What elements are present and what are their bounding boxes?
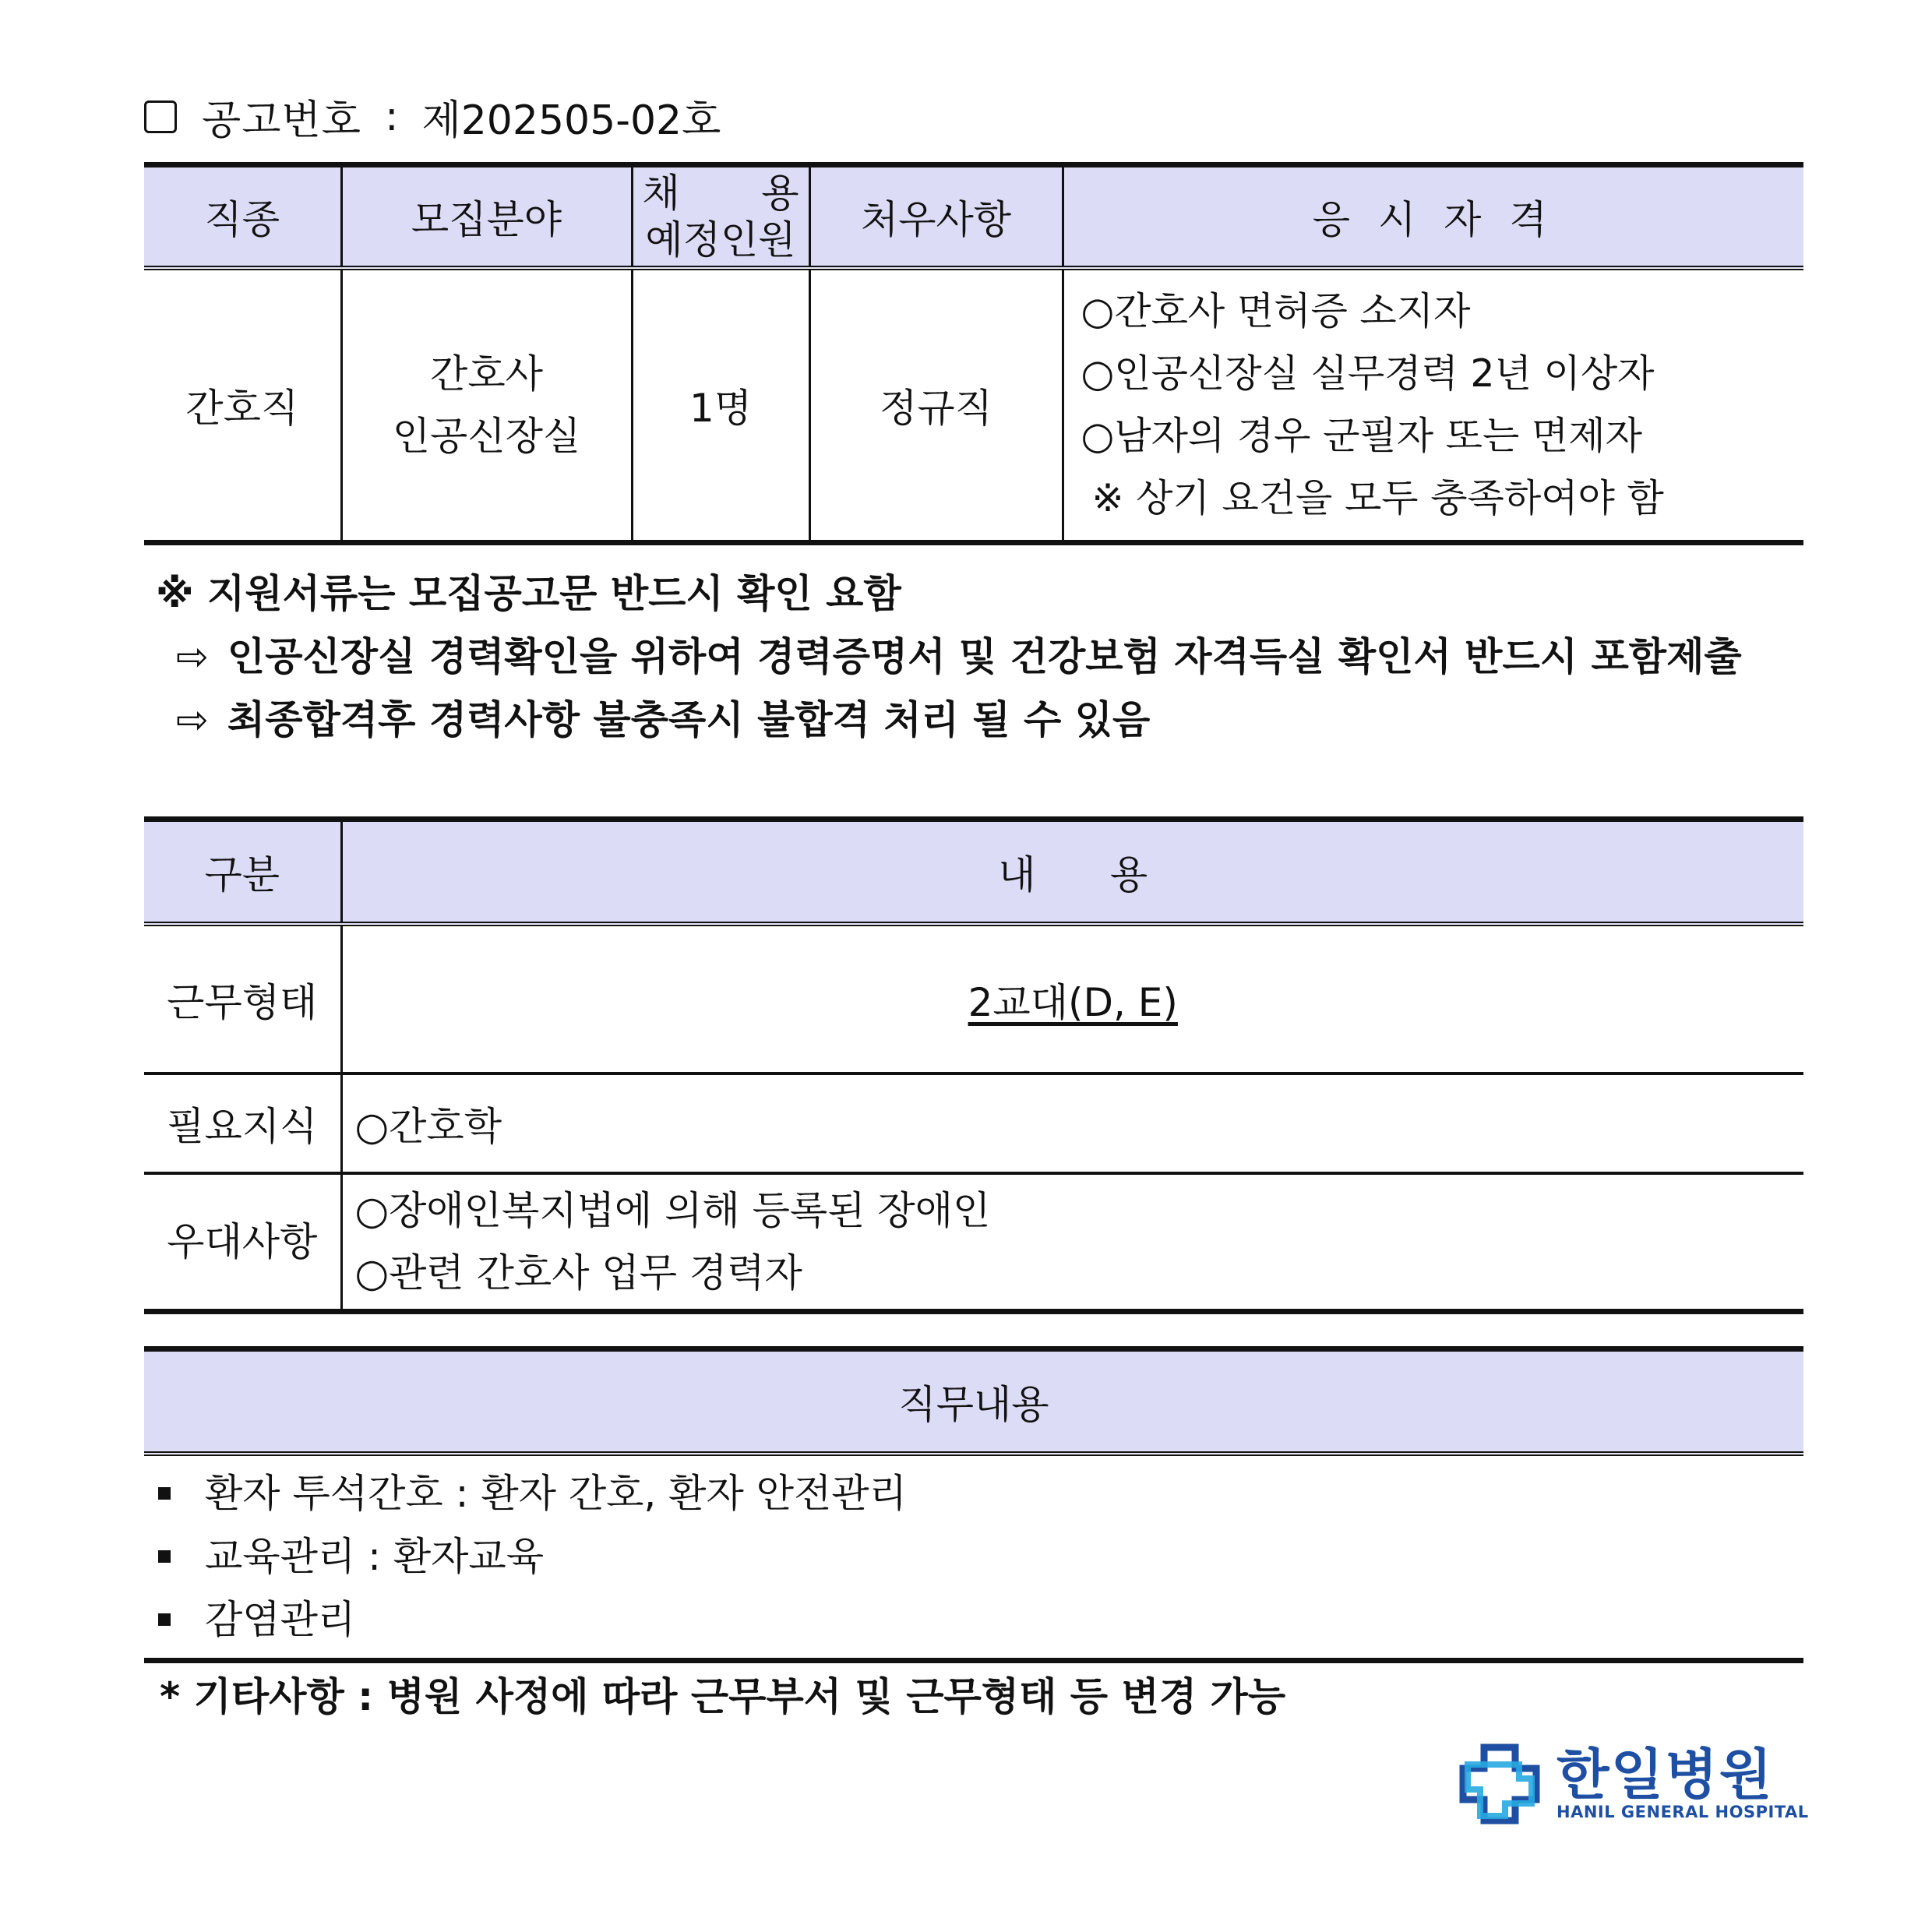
square-bullet-icon bbox=[158, 1550, 171, 1563]
logo-name-en: HANIL GENERAL HOSPITAL bbox=[1557, 1803, 1809, 1821]
header-count-top-left: 채 bbox=[642, 171, 680, 216]
field-line1: 간호사 bbox=[430, 351, 543, 397]
preference-label: 우대사항 bbox=[144, 1173, 341, 1312]
header-field: 모집분야 bbox=[341, 165, 632, 269]
arrow-right-icon: ⇨ bbox=[176, 697, 209, 742]
work-type-value: 2교대(D, E) bbox=[968, 979, 1178, 1025]
qualification-cell bbox=[1063, 268, 1803, 543]
duty-list bbox=[144, 1454, 1803, 1661]
count-cell: 1명 bbox=[632, 268, 809, 543]
notice-number bbox=[144, 87, 721, 146]
notes-sub2-text: 최종합격후 경력사항 불충족시 불합격 처리 될 수 있음 bbox=[227, 697, 1151, 742]
footer-note: * 기타사항 : 병원 사정에 따라 근무부서 및 근무형태 등 변경 가능 bbox=[160, 1674, 1286, 1719]
notes-main: ※ 지원서류는 모집공고문 반드시 확인 요함 bbox=[156, 571, 901, 616]
recruitment-table bbox=[144, 162, 1803, 545]
hospital-cross-icon bbox=[1457, 1741, 1542, 1827]
field-cell bbox=[341, 268, 632, 543]
square-bullet-icon bbox=[158, 1613, 171, 1626]
notice-value: 제202505-02호 bbox=[421, 97, 721, 144]
duty-table bbox=[144, 1346, 1803, 1663]
arrow-right-icon: ⇨ bbox=[176, 634, 209, 679]
qualification-note: ※ 상기 요건을 모두 충족하여야 함 bbox=[1091, 476, 1664, 520]
notes-sub2 bbox=[156, 689, 1742, 752]
application-notes bbox=[156, 562, 1742, 752]
header-content: 내 용 bbox=[341, 820, 1803, 925]
qualification-item: ○남자의 경우 군필자 또는 면제자 bbox=[1081, 414, 1642, 458]
knowledge-value: ○간호학 bbox=[341, 1074, 1803, 1173]
duty-item-text: 환자 투석간호 : 환자 간호, 환자 안전관리 bbox=[205, 1471, 907, 1516]
work-type-value-cell bbox=[341, 924, 1803, 1074]
qualification-item: ○인공신장실 실무경력 2년 이상자 bbox=[1081, 351, 1655, 396]
header-count bbox=[632, 165, 809, 269]
detail-table bbox=[144, 816, 1803, 1314]
preference-item: ○장애인복지법에 의해 등록된 장애인 bbox=[354, 1188, 991, 1233]
preference-cell bbox=[341, 1173, 1803, 1312]
header-duty: 직무내용 bbox=[144, 1349, 1803, 1454]
square-bullet-icon bbox=[158, 1487, 171, 1500]
duty-item bbox=[158, 1525, 1803, 1588]
checkbox-icon bbox=[144, 100, 177, 133]
header-count-top-right: 용 bbox=[761, 171, 799, 216]
header-qualification: 응 시 자 격 bbox=[1063, 165, 1803, 269]
duty-item bbox=[158, 1462, 1803, 1525]
logo-name-ko: 한일병원 bbox=[1557, 1743, 1774, 1807]
notice-colon: : bbox=[384, 93, 399, 140]
duty-item-text: 감염관리 bbox=[205, 1597, 356, 1642]
treatment-cell: 정규직 bbox=[809, 268, 1063, 543]
header-treatment: 처우사항 bbox=[809, 165, 1063, 269]
preference-item: ○관련 간호사 업무 경력자 bbox=[354, 1250, 802, 1296]
notes-sub1-text: 인공신장실 경력확인을 위하여 경력증명서 및 건강보험 자격득실 확인서 반드시 포함제출 bbox=[227, 634, 1742, 679]
header-count-bottom: 예정인원 bbox=[645, 217, 796, 263]
field-line2: 인공신장실 bbox=[392, 414, 581, 459]
duty-item-text: 교육관리 : 환자교육 bbox=[205, 1534, 545, 1579]
job-type-cell: 간호직 bbox=[144, 268, 341, 543]
notes-sub1 bbox=[156, 626, 1742, 689]
duty-item bbox=[158, 1588, 1803, 1652]
knowledge-label: 필요지식 bbox=[144, 1074, 341, 1173]
hospital-logo bbox=[1457, 1741, 1809, 1827]
header-category: 구분 bbox=[144, 820, 341, 925]
qualification-item: ○간호사 면허증 소지자 bbox=[1081, 289, 1471, 333]
notice-label: 공고번호 bbox=[202, 97, 361, 144]
header-job-type: 직종 bbox=[144, 165, 341, 269]
work-type-label: 근무형태 bbox=[144, 924, 341, 1074]
